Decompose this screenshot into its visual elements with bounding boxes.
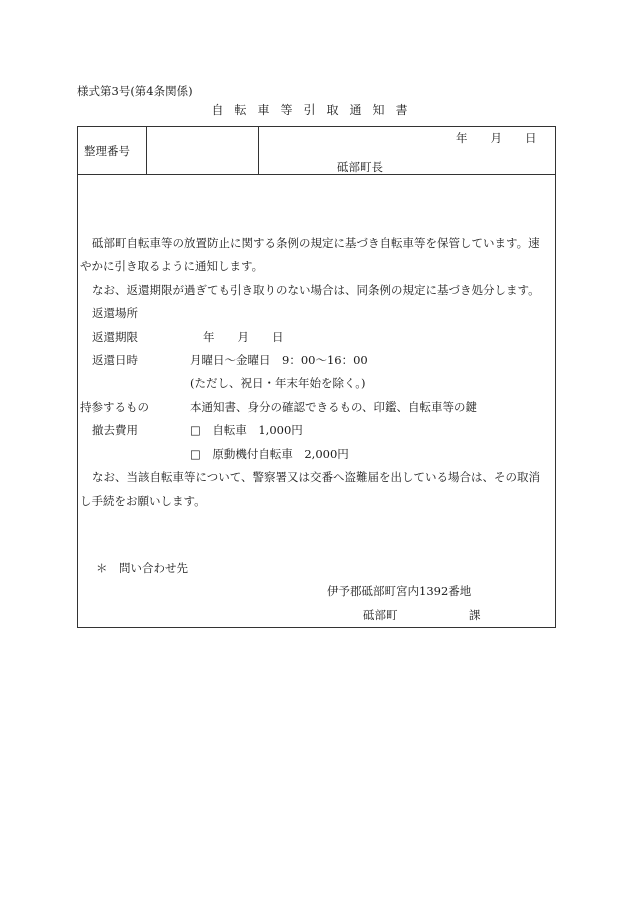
issue-date: 年 月 日 bbox=[456, 131, 537, 145]
removal-fee-label: 撤去費用 bbox=[92, 423, 138, 437]
return-hours-value: 月曜日～金曜日 9：00～16：00 bbox=[190, 353, 368, 367]
notice-paragraph-2: なお、返還期限が過ぎても引き取りのない場合は、同条例の規定に基づき処分します。 bbox=[92, 283, 540, 297]
notice-form bbox=[77, 126, 556, 628]
bring-items-value: 本通知書、身分の確認できるもの、印鑑、自転車等の鍵 bbox=[190, 400, 478, 414]
return-deadline-label: 返還期限 bbox=[92, 330, 138, 344]
return-hours-label: 返還日時 bbox=[92, 353, 138, 367]
notice-paragraph-3-line-2: し手続をお願いします。 bbox=[80, 494, 206, 508]
issuer: 砥部町長 bbox=[337, 160, 383, 174]
header-column-divider-2 bbox=[258, 127, 259, 174]
document-title: 自転車等引取通知書 bbox=[211, 103, 419, 117]
form-number-label: 様式第3号(第4条関係) bbox=[77, 84, 193, 98]
contact-address: 伊予郡砥部町宮内1392番地 bbox=[327, 584, 472, 598]
number-label: 整理番号 bbox=[84, 144, 130, 158]
return-place-label: 返還場所 bbox=[92, 306, 138, 320]
return-deadline-value: 年 月 日 bbox=[203, 330, 284, 344]
header-column-divider-1 bbox=[146, 127, 147, 174]
fee-moped: □ 原動機付自転車 2,000円 bbox=[190, 447, 349, 461]
notice-paragraph-3-line-1: なお、当該自転車等について、警察署又は交番へ盗難届を出している場合は、その取消 bbox=[92, 470, 541, 484]
contact-label: ＊ 問い合わせ先 bbox=[96, 561, 188, 575]
contact-office-ka: 課 bbox=[469, 608, 481, 622]
notice-paragraph-1-line-1: 砥部町自転車等の放置防止に関する条例の規定に基づき自転車等を保管しています。速 bbox=[92, 236, 540, 250]
header-divider bbox=[78, 174, 555, 175]
bring-items-label: 持参するもの bbox=[80, 400, 149, 414]
fee-bicycle: □ 自転車 1,000円 bbox=[190, 423, 303, 437]
contact-office-town: 砥部町 bbox=[363, 608, 398, 622]
return-hours-note: (ただし、祝日・年末年始を除く。) bbox=[190, 376, 366, 390]
notice-paragraph-1-line-2: やかに引き取るように通知します。 bbox=[80, 259, 264, 273]
